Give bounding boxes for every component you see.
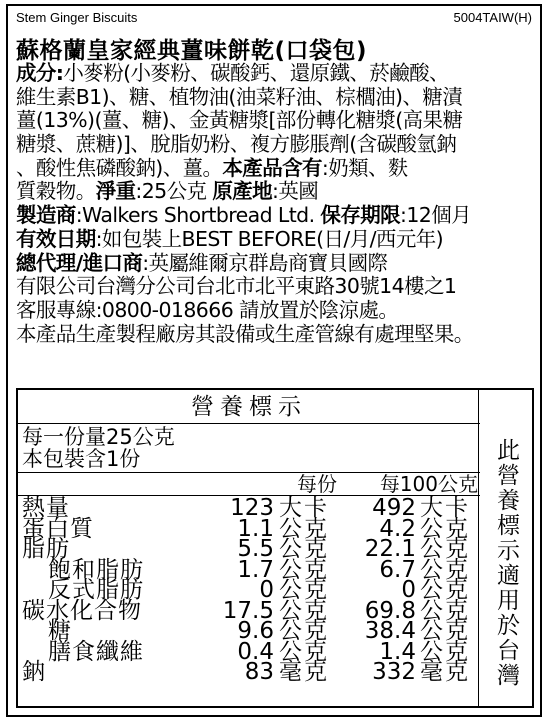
- facility-note: 本產品生產製程廠房其設備或生產管線有處理堅果。: [16, 322, 474, 346]
- per-100g-unit: 公克: [420, 577, 470, 603]
- per-100g-value: 4.2: [379, 515, 416, 542]
- per-100g-value: 1.4: [379, 638, 416, 665]
- nutrition-rows: [18, 495, 480, 685]
- allergen-label: 本產品含有: [222, 156, 322, 180]
- per-serving-unit: 公克: [279, 515, 329, 542]
- per-serving-value: 1.1: [237, 515, 274, 542]
- per-serving-unit: 公克: [279, 618, 329, 644]
- per-100g-unit: 公克: [420, 638, 470, 665]
- product-title: 蘇格蘭皇家經典薑味餅乾(口袋包): [16, 38, 368, 64]
- per-serving-unit: 公克: [279, 536, 329, 562]
- ingredients-line-3: 薑(13%)(薑、糖)、金黃糖漿[部份轉化糖漿(高果糖: [16, 109, 463, 133]
- allergen-text: :奶類、麩: [321, 156, 408, 180]
- per-100g-header: 每100公克: [379, 472, 478, 496]
- manufacturer-line: [16, 204, 541, 228]
- net-weight-label: 淨重: [95, 180, 136, 204]
- per-serving-value: 83: [244, 659, 274, 685]
- weight-origin-line: [16, 180, 541, 204]
- per-serving-value: 0.4: [237, 638, 274, 665]
- importer-address: 有限公司台灣分公司台北市北平東路30號14樓之1: [16, 275, 457, 299]
- product-english-name: Stem Ginger Biscuits: [16, 10, 138, 25]
- allergen-tail: 質穀物。: [16, 180, 96, 204]
- per-100g-unit: 公克: [420, 597, 470, 624]
- per-100g-value: 22.1: [364, 536, 416, 562]
- importer-value: :英屬維爾京群島商寶貝國際: [142, 251, 388, 275]
- allergen-line: [16, 157, 541, 181]
- per-100g-unit: 公克: [420, 556, 470, 583]
- ingredients-label: 成分:: [16, 62, 64, 85]
- importer-line: [16, 252, 541, 276]
- per-serving-unit: 公克: [279, 638, 329, 665]
- net-weight-value: :25公克: [135, 180, 213, 204]
- label-panel: [6, 4, 542, 717]
- product-code: 5004TAIW(H): [453, 10, 532, 25]
- label-body: [16, 62, 541, 346]
- per-100g-value: 38.4: [364, 618, 416, 644]
- expiry-value: :如包裝上BEST BEFORE(日/月/西元年): [95, 227, 444, 251]
- per-serving-value: 0: [259, 577, 274, 603]
- ingredients-line-2: 維生素B1)、糖、植物油(油菜籽油、棕櫚油)、糖漬: [16, 85, 463, 109]
- nutrient-label: 糖: [48, 618, 72, 644]
- per-serving-unit: 毫克: [279, 659, 329, 685]
- expiry-label: 有效日期: [16, 227, 96, 251]
- label-header: [16, 10, 532, 28]
- origin-label: 原產地: [212, 180, 273, 204]
- per-serving-unit: 公克: [279, 597, 329, 624]
- shelf-life-label: 保存期限: [320, 204, 401, 228]
- nutrient-label: 蛋白質: [22, 515, 94, 542]
- ingredients-line-4: 糖漿、蔗糖)]、脫脂奶粉、複方膨脹劑(含碳酸氫鈉: [16, 133, 457, 157]
- per-serving-value: 1.7: [237, 556, 274, 583]
- expiry-line: [16, 228, 541, 252]
- per-100g-value: 69.8: [364, 597, 416, 624]
- nutrition-side-column: [478, 390, 532, 706]
- nutrition-table: [16, 388, 534, 708]
- shelf-life-value: :12個月: [400, 204, 472, 228]
- nutrient-label: 碳水化合物: [22, 597, 142, 624]
- per-100g-value: 0: [401, 577, 416, 603]
- manufacturer-label: 製造商: [16, 204, 76, 228]
- nutrient-label: 反式脂肪: [48, 577, 144, 603]
- per-100g-value: 332: [372, 659, 416, 685]
- serving-info: [22, 426, 175, 470]
- importer-label: 總代理/進口商: [16, 251, 143, 275]
- origin-value: :英國: [272, 180, 319, 204]
- per-100g-unit: 毫克: [420, 659, 470, 685]
- per-serving-value: 9.6: [237, 618, 274, 644]
- ingredients-line-1: [16, 62, 541, 86]
- nutrient-label: 膳食纖維: [48, 638, 144, 665]
- nutrition-column-header: [18, 472, 480, 496]
- per-100g-unit: 大卡: [420, 495, 470, 521]
- per-serving-value: 17.5: [222, 597, 274, 624]
- per-100g-unit: 公克: [420, 515, 470, 542]
- serving-size: 每一份量25公克: [22, 425, 175, 449]
- per-serving-unit: 公克: [279, 556, 329, 583]
- nutrition-title: 營養標示: [18, 390, 480, 424]
- nutrition-side-note: 此營養標示適用於台灣: [493, 438, 519, 688]
- per-100g-value: 492: [372, 495, 416, 521]
- per-serving-header: 每份: [297, 472, 337, 496]
- ingredients-tail: 、酸性焦磷酸鈉)、薑。: [16, 156, 223, 180]
- servings-per-pack: 本包裝含1份: [22, 447, 141, 471]
- manufacturer-value: :Walkers Shortbread Ltd.: [75, 204, 321, 228]
- per-100g-value: 6.7: [379, 556, 416, 583]
- ingredients-text: 小麥粉(小麥粉、碳酸鈣、還原鐵、菸鹼酸、: [63, 62, 449, 85]
- nutrient-row-sodium: [18, 659, 480, 685]
- per-serving-value: 5.5: [237, 536, 274, 562]
- per-serving-unit: 公克: [279, 577, 329, 603]
- per-100g-unit: 公克: [420, 536, 470, 562]
- nutrient-label: 飽和脂肪: [48, 556, 144, 583]
- per-100g-unit: 公克: [420, 618, 470, 644]
- nutrient-label: 鈉: [22, 659, 46, 685]
- service-line: 客服專線:0800-018666 請放置於陰涼處。: [16, 298, 399, 322]
- per-serving-value: 123: [230, 495, 274, 521]
- nutrient-label: 脂肪: [22, 536, 70, 562]
- per-serving-unit: 大卡: [279, 495, 329, 521]
- nutrient-label: 熱量: [22, 495, 70, 521]
